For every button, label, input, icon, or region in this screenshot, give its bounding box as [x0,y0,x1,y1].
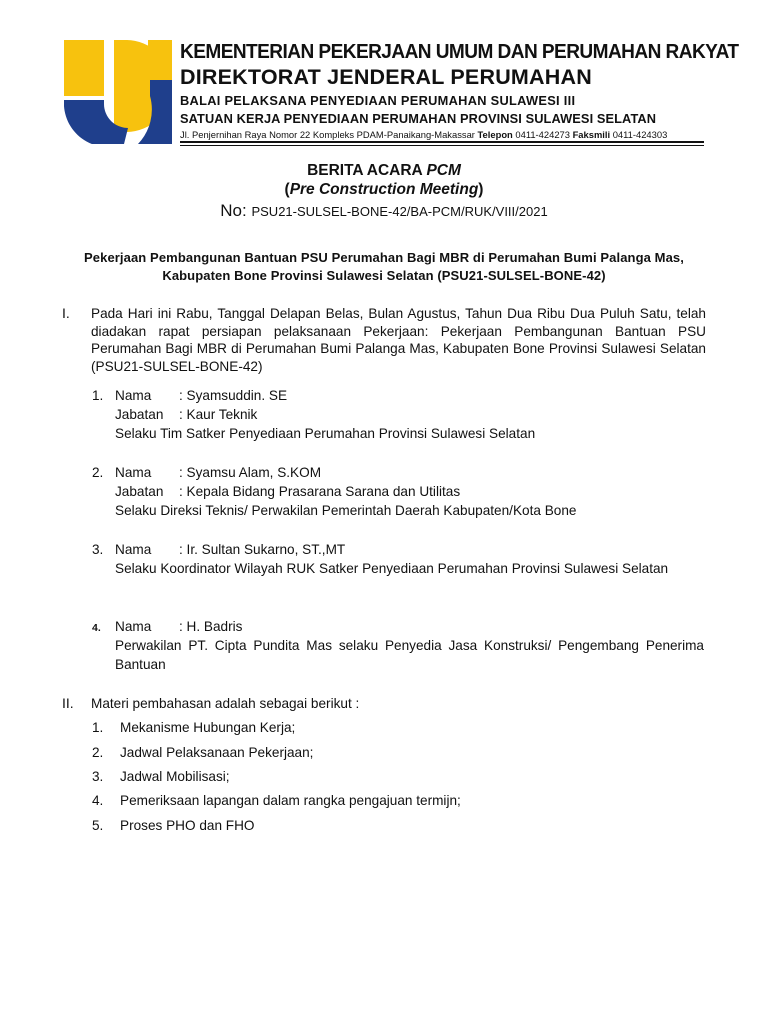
directorate-name: DIREKTORAT JENDERAL PERUMAHAN [180,65,592,89]
doc-subtitle-meeting [0,181,768,199]
attendee-name: : Syamsuddin. SE [179,388,288,403]
attendee-note: Perwakilan PT. Cipta Pundita Mas selaku Penyedia Jasa Konstruksi/ Pengembang Penerima Bantuan [115,638,704,672]
header-rule-thick [180,141,704,143]
list-item [92,720,295,735]
item-number: 1. [92,720,104,735]
title-pcm: PCM [426,162,461,179]
role-label: Jabatan [115,407,164,422]
item-number: 2. [92,745,104,760]
address-line [180,128,704,142]
attendee-index: 3. [92,542,104,557]
pu-logo-icon [64,40,172,144]
attendee-role: : Kaur Teknik [179,407,258,422]
name-label: Nama [115,465,152,480]
attendee-name: : Ir. Sultan Sukarno, ST.,MT [179,542,346,557]
list-item [92,793,461,808]
letterhead [180,40,739,142]
phone: 0411-424273 [515,129,570,140]
attendee-index: 2. [92,465,104,480]
role-label: Jabatan [115,484,164,499]
attendee-index: 4. [92,622,101,634]
list-item [92,745,313,760]
satker-name: SATUAN KERJA PENYEDIAAN PERUMAHAN PROVINSI SULAWESI SELATAN [180,111,657,126]
item-text: Proses PHO dan FHO [120,818,255,833]
attendee-2 [92,463,704,520]
section-1-marker: I. [62,305,70,321]
paren-close: ) [478,181,484,198]
doc-number [0,201,768,221]
item-text: Jadwal Pelaksanaan Pekerjaan; [120,745,314,760]
address: Jl. Penjernihan Raya Nomor 22 Kompleks PDAM-Panaikang-Makassar [180,129,475,140]
item-number: 3. [92,769,104,784]
section-2-marker: II. [62,695,74,711]
section-2-text: Materi pembahasan adalah sebagai berikut : [91,696,360,711]
section-1-text: Pada Hari ini Rabu, Tanggal Delapan Belas, Bulan Agustus, Tahun Dua Ribu Dua Puluh Satu, telah diadakan rapat persiapan pelaksanaan Pekerjaan: Pekerjaan Pembangunan Bantuan PSU Perumahan Bagi MBR di Perumahan Bumi Palanga Mas, Kabupaten Bone Provinsi Sulawesi Selatan (PSU21-SULSEL-BONE-42) [91,306,706,374]
ministry-name: KEMENTERIAN PEKERJAAN UMUM DAN PERUMAHAN RAKYAT [180,40,739,63]
attendee-3 [92,540,704,578]
attendee-note: Selaku Tim Satker Penyediaan Perumahan Provinsi Sulawesi Selatan [115,426,536,441]
fax-label: Faksmili [572,129,611,140]
logo-yellow-bar-left [64,40,104,96]
logo-yellow-bar-right [148,40,172,80]
attendee-note: Selaku Direksi Teknis/ Perwakilan Pemerintah Daerah Kabupaten/Kota Bone [115,503,577,518]
section-2 [62,695,706,713]
item-text: Mekanisme Hubungan Kerja; [120,720,296,735]
attendee-role: : Kepala Bidang Prasarana Sarana dan Utilitas [179,484,461,499]
attendee-index: 1. [92,388,104,403]
item-text: Pemeriksaan lapangan dalam rangka pengajuan termijn; [120,793,461,808]
name-label: Nama [115,542,152,557]
phone-label: Telepon [477,129,513,140]
fax: 0411-424303 [612,129,668,140]
attendee-1 [92,386,704,443]
item-number: 5. [92,818,104,833]
name-label: Nama [115,388,152,403]
attendee-name: : H. Badris [179,619,243,634]
attendee-4 [92,617,704,674]
name-label: Nama [115,619,152,634]
meeting-name: Pre Construction Meeting [289,181,479,198]
balai-name: BALAI PELAKSANA PENYEDIAAN PERUMAHAN SULAWESI III [180,93,576,108]
item-text: Jadwal Mobilisasi; [120,769,230,784]
title-prefix: BERITA ACARA [307,162,427,179]
item-number: 4. [92,793,104,808]
attendee-name: : Syamsu Alam, S.KOM [179,465,322,480]
header-rule-thin [180,145,704,146]
list-item [92,818,254,833]
number-value: PSU21-SULSEL-BONE-42/BA-PCM/RUK/VIII/2021 [251,204,548,219]
doc-title [0,162,768,180]
number-label: No: [220,201,252,220]
list-item [92,769,230,784]
section-1 [62,305,706,375]
project-title: Pekerjaan Pembangunan Bantuan PSU Perumahan Bagi MBR di Perumahan Bumi Palanga Mas, Kabupaten Bone Provinsi Sulawesi Selatan (PSU21-SULSEL-BONE-42) [84,250,684,283]
paren-open: ( [284,181,290,198]
attendee-note: Selaku Koordinator Wilayah RUK Satker Penyediaan Perumahan Provinsi Sulawesi Selatan [115,561,669,576]
